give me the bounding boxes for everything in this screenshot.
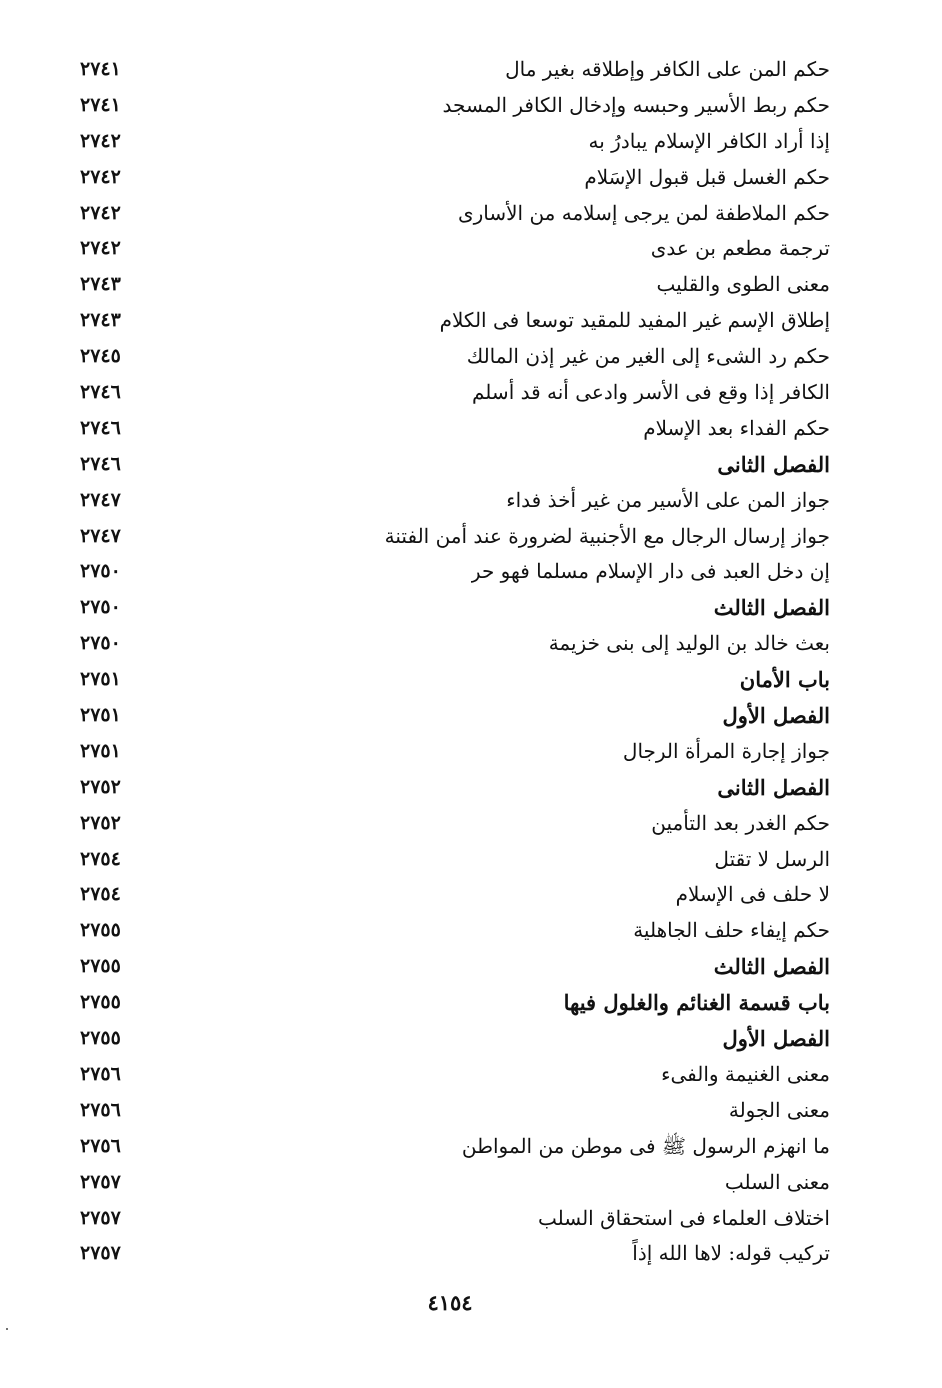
toc-page-number: ٢٧٥٠ (80, 596, 121, 619)
toc-heading-row (70, 662, 830, 698)
toc-entry-row (70, 160, 830, 196)
toc-page-number: ٢٧٥١ (80, 668, 121, 691)
toc-page-number: ٢٧٤٧ (80, 488, 121, 511)
toc-page-number: ٢٧٤٢ (80, 201, 121, 224)
toc-heading-row (70, 447, 830, 483)
toc-heading-row (70, 590, 830, 626)
toc-entry-row (70, 483, 830, 519)
toc-page-number: ٢٧٥٢ (80, 775, 121, 798)
toc-entry-title: حكم الفداء بعد الإسلام (643, 415, 830, 440)
toc-page-number: ٢٧٤٢ (80, 237, 121, 260)
toc-entry-title: معنى الطوى والقليب (656, 272, 830, 297)
toc-entry-title: الرسل لا تقتل (714, 846, 830, 871)
toc-page-number: ٢٧٥٥ (80, 919, 121, 942)
toc-heading-title: الفصل الثالث (713, 595, 830, 621)
toc-page-number: ٢٧٥٢ (80, 811, 121, 834)
toc-entry-title: إن دخل العبد فى دار الإسلام مسلما فهو حر (470, 559, 830, 584)
toc-entry-title: معنى السلب (724, 1169, 830, 1194)
toc-page-number: ٢٧٥٥ (80, 955, 121, 978)
toc-entry-title: ترجمة مطعم بن عدى (650, 236, 830, 261)
toc-page-number: ٢٧٤١ (80, 93, 121, 116)
toc-heading-title: باب الأمان (739, 667, 830, 693)
toc-entry-title: ما انهزم الرسول ﷺ فى موطن من المواطن (461, 1133, 830, 1158)
toc-heading-row (70, 1021, 830, 1057)
toc-entry-row (70, 52, 830, 88)
toc-page-number: ٢٧٤٥ (80, 345, 121, 368)
toc-page-number: ٢٧٥٦ (80, 1062, 121, 1085)
table-of-contents (70, 52, 830, 1272)
toc-entry-title: اختلاف العلماء فى استحقاق السلب (537, 1205, 830, 1230)
toc-entry-row (70, 1236, 830, 1272)
toc-entry-title: حكم إيفاء حلف الجاهلية (633, 918, 830, 943)
toc-page-number: ٢٧٥٠ (80, 632, 121, 655)
toc-entry-row (70, 375, 830, 411)
toc-entry-title: حكم ربط الأسير وحبسه وإدخال الكافر المسجد (442, 92, 830, 117)
toc-entry-row (70, 519, 830, 555)
toc-page-number: ٢٧٥٥ (80, 1027, 121, 1050)
toc-page-number: ٢٧٥٠ (80, 560, 121, 583)
toc-entry-row (70, 554, 830, 590)
toc-heading-title: باب قسمة الغنائم والغلول فيها (563, 990, 830, 1016)
toc-page-number: ٢٧٥١ (80, 739, 121, 762)
toc-entry-row (70, 734, 830, 770)
toc-entry-title: حكم الملاطفة لمن يرجى إسلامه من الأسارى (457, 200, 830, 225)
toc-entry-title: الكافر إذا وقع فى الأسر وادعى أنه قد أسلم (472, 380, 830, 405)
toc-heading-title: الفصل الأول (722, 1026, 830, 1052)
toc-page-number: ٢٧٥٧ (80, 1206, 121, 1229)
toc-entry-row (70, 88, 830, 124)
toc-page-number: ٢٧٤٦ (80, 452, 121, 475)
toc-entry-row (70, 124, 830, 160)
toc-entry-row (70, 1093, 830, 1129)
toc-entry-title: حكم رد الشىء إلى الغير من غير إذن المالك (466, 344, 830, 369)
toc-heading-title: الفصل الأول (722, 703, 830, 729)
toc-entry-row (70, 303, 830, 339)
toc-page-number: ٢٧٤٢ (80, 165, 121, 188)
toc-entry-title: معنى الغنيمة والفىء (661, 1061, 830, 1086)
toc-entry-row (70, 1129, 830, 1165)
toc-page-number: ٢٧٤٦ (80, 381, 121, 404)
toc-heading-title: الفصل الثانى (717, 451, 830, 477)
toc-heading-title: الفصل الثانى (717, 774, 830, 800)
toc-page-number: ٢٧٤٢ (80, 129, 121, 152)
toc-entry-title: بعث خالد بن الوليد إلى بنى خزيمة (548, 631, 830, 656)
toc-heading-row (70, 770, 830, 806)
toc-page-number: ٢٧٥٥ (80, 991, 121, 1014)
toc-page-number: ٢٧٥٦ (80, 1098, 121, 1121)
toc-heading-row (70, 985, 830, 1021)
toc-page-number: ٢٧٤١ (80, 58, 121, 80)
toc-entry-title: لا حلف فى الإسلام (675, 882, 830, 907)
toc-entry-title: حكم المن على الكافر وإطلاقه بغير مال (505, 57, 830, 81)
toc-entry-row (70, 842, 830, 878)
toc-page-number: ٢٧٥٤ (80, 883, 121, 906)
toc-entry-row (70, 411, 830, 447)
toc-entry-title: إطلاق الإسم غير المفيد للمقيد توسعا فى الكلام (439, 308, 830, 333)
toc-page-number: ٢٧٤٣ (80, 273, 121, 296)
toc-page-number: ٢٧٥٧ (80, 1242, 121, 1265)
toc-entry-row (70, 913, 830, 949)
toc-entry-row (70, 877, 830, 913)
toc-page-number: ٢٧٥١ (80, 704, 121, 727)
toc-entry-row (70, 231, 830, 267)
toc-entry-title: حكم الغسل قبل قبول الإسَلام (584, 164, 830, 189)
toc-heading-row (70, 949, 830, 985)
toc-entry-row (70, 267, 830, 303)
toc-entry-row (70, 626, 830, 662)
toc-page-number: ٢٧٥٤ (80, 847, 121, 870)
toc-entry-title: معنى الجولة (728, 1097, 830, 1122)
toc-entry-row (70, 1201, 830, 1237)
toc-entry-title: جواز إجارة المرأة الرجال (622, 738, 830, 763)
toc-entry-row (70, 196, 830, 232)
toc-entry-title: إذا أراد الكافر الإسلام يبادرُ به (588, 128, 830, 153)
toc-entry-title: حكم الغدر بعد التأمين (651, 810, 830, 835)
toc-entry-title: جواز إرسال الرجال مع الأجنبية لضرورة عند أمن الفتنة (384, 523, 830, 548)
toc-entry-row (70, 806, 830, 842)
toc-page-number: ٢٧٤٧ (80, 524, 121, 547)
toc-page-number: ٢٧٥٦ (80, 1134, 121, 1157)
toc-heading-row (70, 698, 830, 734)
toc-entry-row (70, 1165, 830, 1201)
toc-entry-title: تركيب قوله: لاها الله إذاً (632, 1241, 830, 1266)
toc-entry-row (70, 339, 830, 375)
toc-page-number: ٢٧٤٦ (80, 416, 121, 439)
toc-heading-title: الفصل الثالث (713, 954, 830, 980)
toc-page-number: ٢٧٤٣ (80, 309, 121, 332)
toc-entry-title: جواز المن على الأسير من غير أخذ فداء (506, 487, 830, 512)
page-number-footer: ٤١٥٤ (427, 1290, 473, 1315)
toc-entry-row (70, 1057, 830, 1093)
toc-page-number: ٢٧٥٧ (80, 1170, 121, 1193)
scan-speck (6, 1328, 8, 1330)
